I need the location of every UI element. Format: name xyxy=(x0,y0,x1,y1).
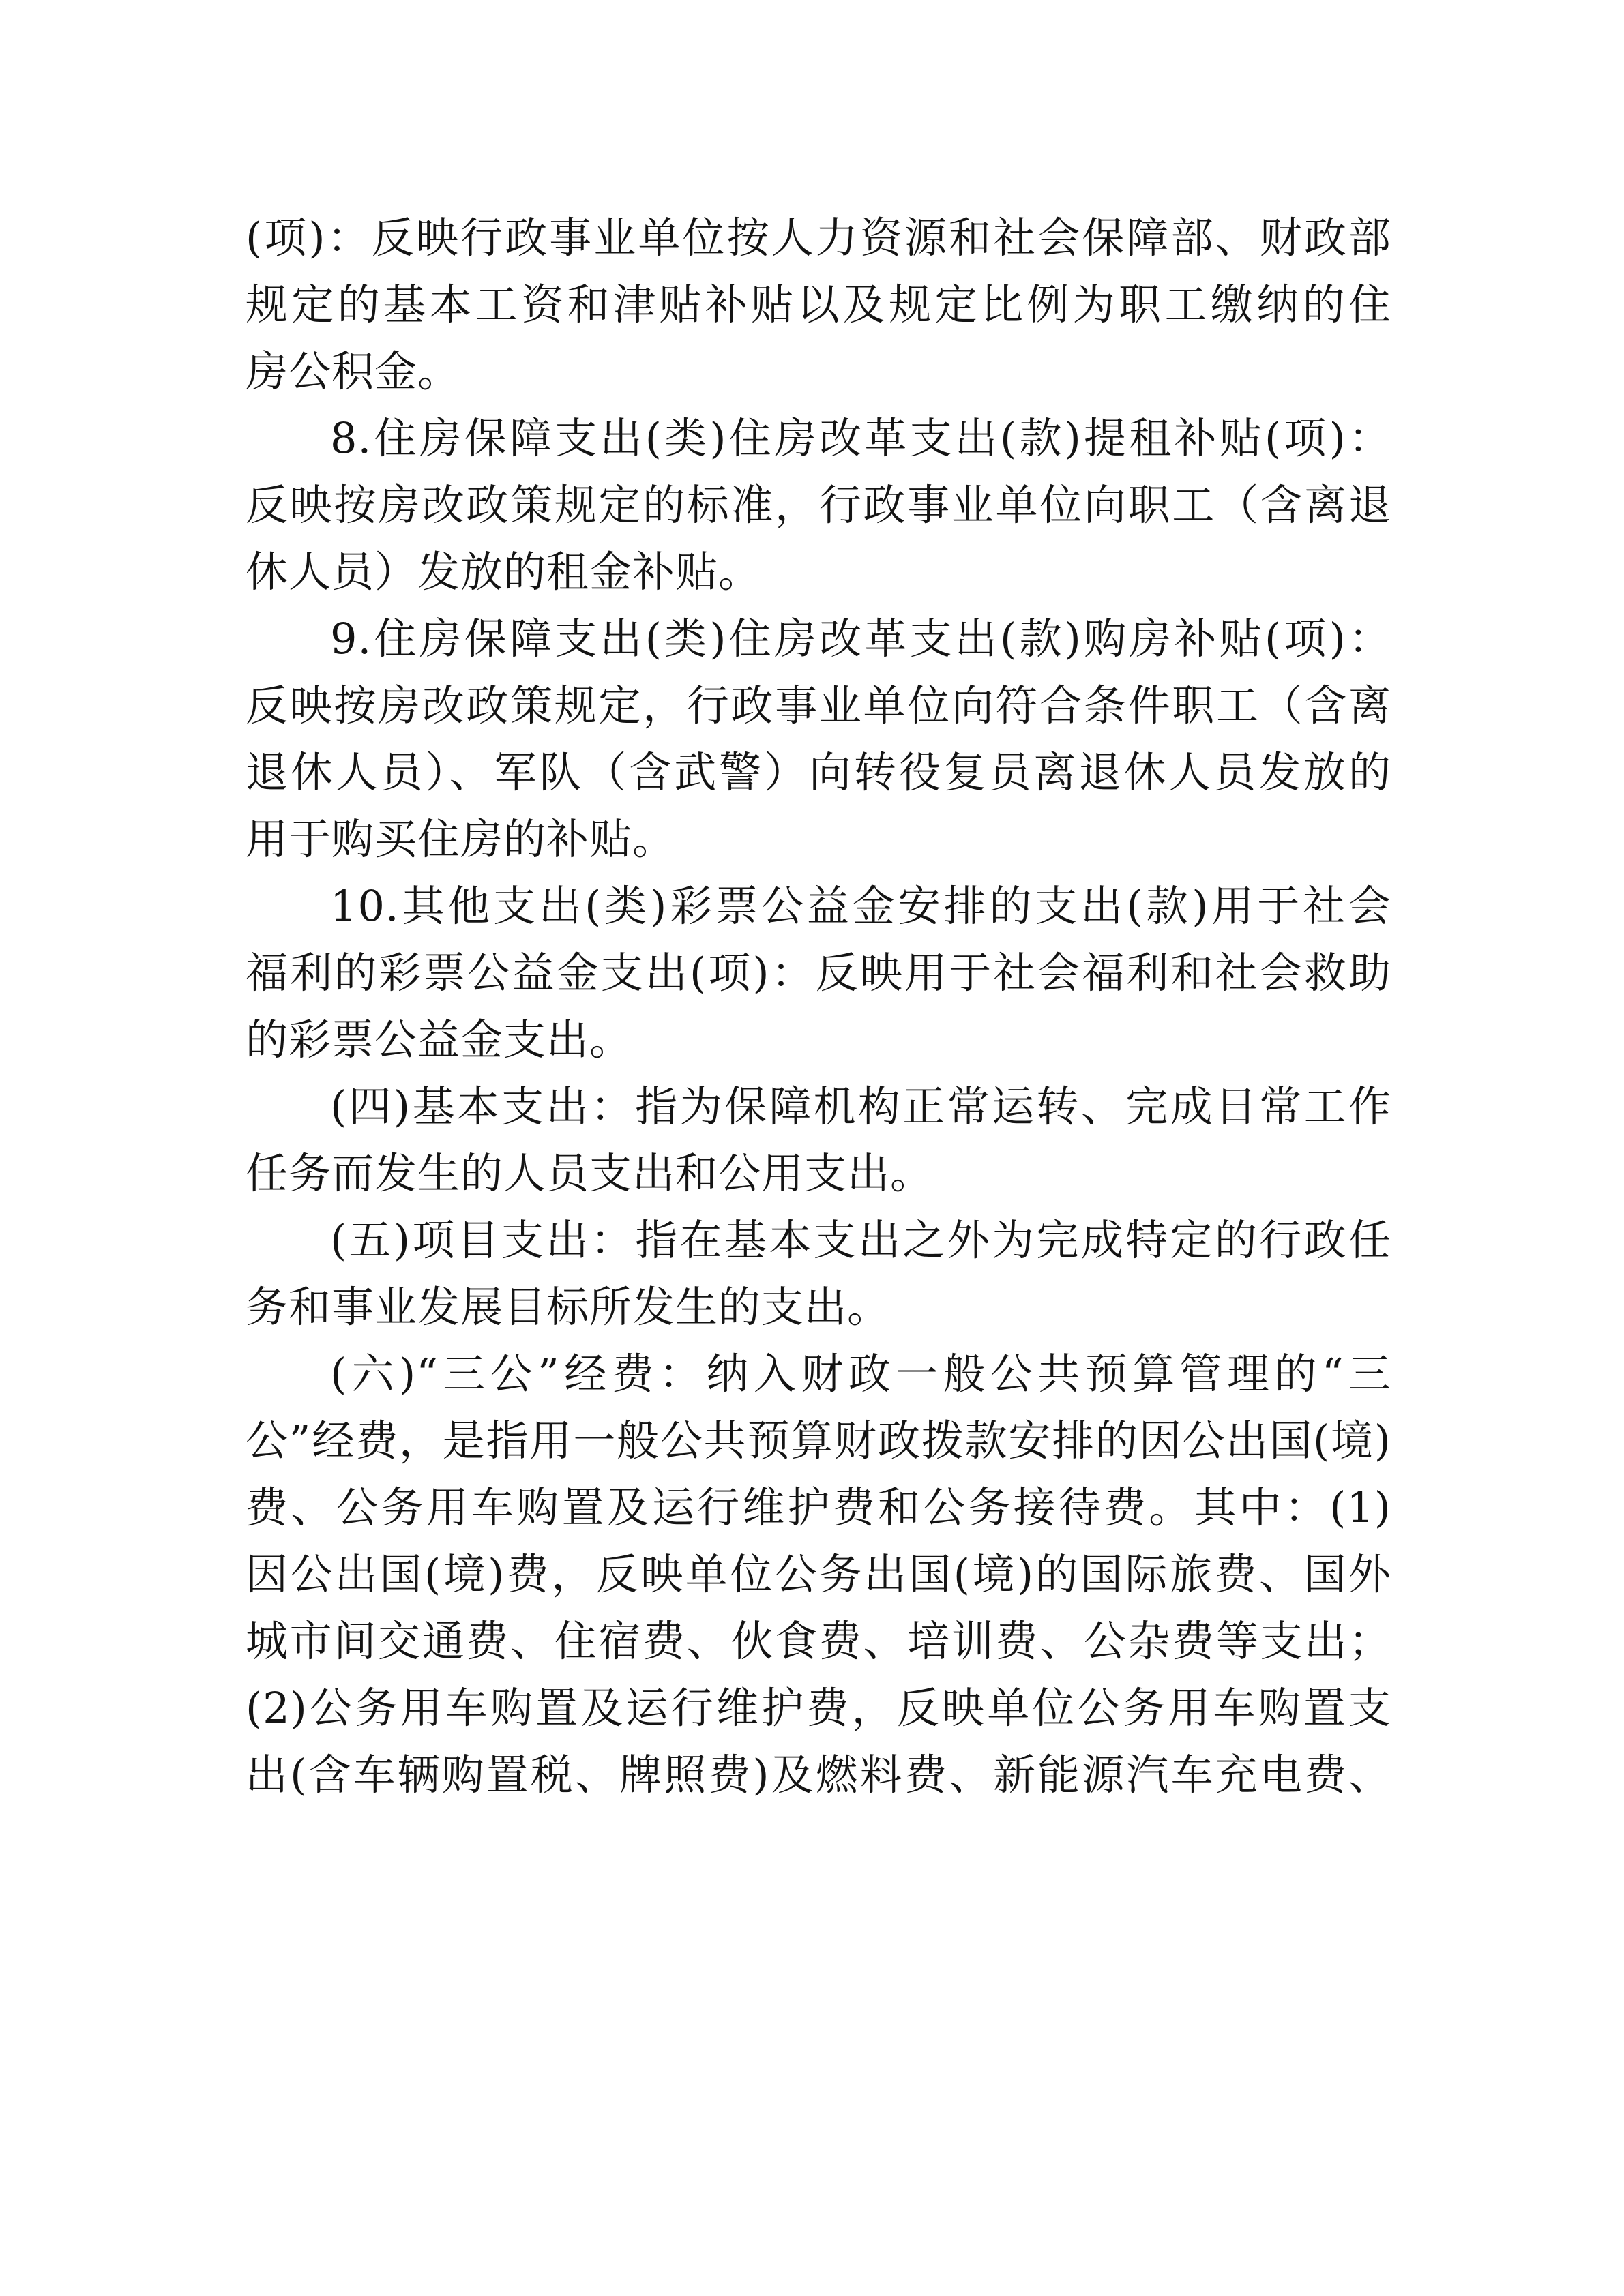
text-line: 公”经费，是指用一般公共预算财政拨款安排的因公出国(境) xyxy=(246,1416,1391,1465)
text-line: 福利的彩票公益金支出(项)：反映用于社会福利和社会救助 xyxy=(246,948,1391,998)
text-line: 费、公务用车购置及运行维护费和公务接待费。其中：(1) xyxy=(246,1482,1391,1532)
text-line: (2)公务用车购置及运行维护费，反映单位公务用车购置支 xyxy=(246,1683,1391,1733)
paragraph-basic-expenditure xyxy=(246,1073,1391,1207)
paragraph-housing-purchase-subsidy xyxy=(246,606,1391,873)
text-line: 反映按房改政策规定，行政事业单位向符合条件职工（含离 xyxy=(246,681,1391,730)
text-line: 用于购买住房的补贴。 xyxy=(246,814,676,864)
text-line: 退休人员）、军队（含武警）向转役复员离退休人员发放的 xyxy=(246,747,1391,797)
text-line: 反映按房改政策规定的标准，行政事业单位向职工（含离退 xyxy=(246,480,1391,530)
paragraph-housing-fund xyxy=(246,205,1391,405)
text-line: 10.其他支出(类)彩票公益金安排的支出(款)用于社会 xyxy=(330,881,1391,931)
text-line: 城市间交通费、住宿费、伙食费、培训费、公杂费等支出； xyxy=(246,1616,1391,1666)
text-line: (项)：反映行政事业单位按人力资源和社会保障部、财政部 xyxy=(246,213,1391,263)
text-line: 务和事业发展目标所发生的支出。 xyxy=(246,1282,891,1332)
text-line: 9.住房保障支出(类)住房改革支出(款)购房补贴(项)： xyxy=(330,614,1391,664)
text-line: 房公积金。 xyxy=(246,346,461,396)
paragraph-three-public-expenses xyxy=(246,1341,1391,1808)
text-line: (六)“三公”经费：纳入财政一般公共预算管理的“三 xyxy=(330,1349,1391,1399)
text-line: (四)基本支出：指为保障机构正常运转、完成日常工作 xyxy=(330,1082,1391,1131)
text-line: 出(含车辆购置税、牌照费)及燃料费、新能源汽车充电费、 xyxy=(246,1750,1391,1800)
text-line: 的彩票公益金支出。 xyxy=(246,1015,633,1064)
text-line: 规定的基本工资和津贴补贴以及规定比例为职工缴纳的住 xyxy=(246,280,1391,329)
text-line: 8.住房保障支出(类)住房改革支出(款)提租补贴(项)： xyxy=(330,413,1391,463)
text-line: 休人员）发放的租金补贴。 xyxy=(246,547,762,597)
text-line: 任务而发生的人员支出和公用支出。 xyxy=(246,1148,934,1198)
text-line: (五)项目支出：指在基本支出之外为完成特定的行政任 xyxy=(330,1215,1391,1265)
paragraph-lottery-welfare xyxy=(246,873,1391,1073)
paragraph-rent-subsidy xyxy=(246,405,1391,606)
document-body xyxy=(246,205,1391,1808)
text-line: 因公出国(境)费，反映单位公务出国(境)的国际旅费、国外 xyxy=(246,1549,1391,1599)
paragraph-project-expenditure xyxy=(246,1207,1391,1341)
